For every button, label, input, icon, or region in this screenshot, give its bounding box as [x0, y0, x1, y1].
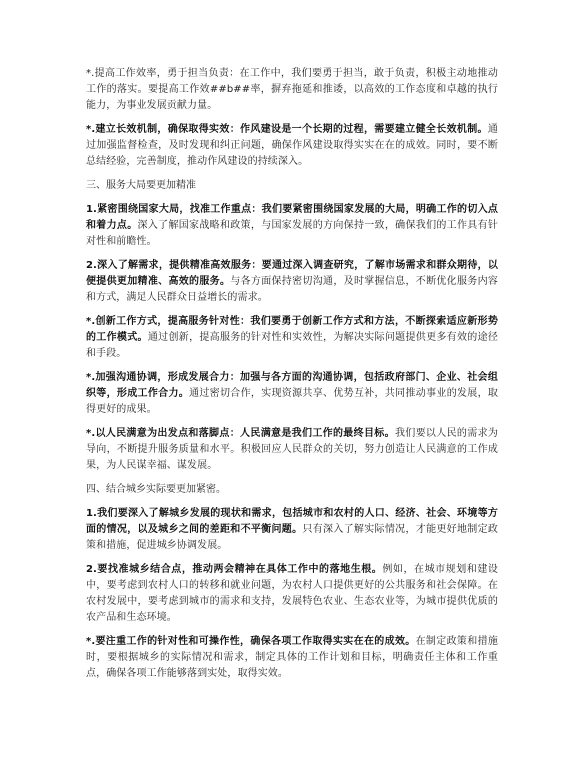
paragraph-efficiency	[86, 66, 498, 114]
item-bold-lead: *.加强沟通协调，形成发展合力：加强与各方面的沟通协调，包括政府部门、企业、社会组织等，形成工作合力。	[86, 372, 498, 399]
section3-item-4	[86, 370, 498, 418]
section3-item-5	[86, 426, 498, 474]
paragraph-text: 通过加强监督检查，及时发现和纠正问题，确保作风建设取得实实在在的成效。同时，要不断总结经验，完善制度，推动作风建设的持续深入。	[86, 124, 498, 167]
item-bold-lead: 1.我们要深入了解城乡发展的现状和需求，包括城市和农村的人口、经济、社会、环境等方面的情况，以及城乡之间的差距和不平衡问题。	[86, 508, 498, 535]
section4-item-2	[86, 562, 498, 626]
item-bold-lead: 2.深入了解需求，提供精准高效服务：要通过深入调查研究，了解市场需求和群众期待，以便提供更加精准、高效的服务。	[86, 260, 498, 287]
item-text: 深入了解国家战略和政策，与国家发展的方向保持一致，确保我们的工作具有针对性和前瞻性。	[86, 220, 499, 247]
item-bold-lead: 2.要找准城乡结合点，推动两会精神在具体工作中的落地生根。	[86, 564, 383, 575]
paragraph-bold-lead: *.建立长效机制，确保取得实效：作风建设是一个长期的过程，需要建立健全长效机制。	[86, 124, 488, 135]
item-text: 只有深入了解实际情况，才能更好地制定政策和措施，促进城乡协调发展。	[86, 524, 498, 551]
paragraph-text: *.提高工作效率，勇于担当负责：在工作中，我们要勇于担当，敢于负责，积极主动地推动工作的落实。要提高工作效##b##率，摒弃拖延和推诿，以高效的工作态度和卓越的执行能力，为事业发展贡献力量。	[86, 68, 498, 111]
section4-item-3	[86, 634, 498, 682]
section-heading-4: 四、结合城乡实际要更加紧密。	[86, 484, 226, 495]
section-heading-3: 三、服务大局要更加精准	[86, 180, 196, 191]
item-text: 例如，在城市规划和建设中，要考虑到农村人口的转移和就业问题，为农村人口提供更好的公共服务和社会保障。在农村发展中，要考虑到城市的需求和支持，发展特色农业、生态农业等，为城市提供优质的农产品和生态环境。	[86, 564, 498, 623]
section4-item-1	[86, 506, 498, 554]
item-text: 我们要以人民的需求为导向，不断提升服务质量和水平。积极回应人民群众的关切，努力创造让人民满意的工作成果，为人民谋幸福、谋发展。	[86, 428, 498, 471]
item-bold-lead: *.以人民满意为出发点和落脚点：人民满意是我们工作的最终目标。	[86, 428, 395, 439]
item-bold-lead: *.要注重工作的针对性和可操作性，确保各项工作取得实实在在的成效。	[86, 636, 416, 647]
item-bold-lead: *.创新工作方式，提高服务针对性：我们要勇于创新工作方式和方法，不断探索适应新形势的工作模式。	[86, 316, 498, 343]
item-bold-lead: 1.紧密围绕国家大局，找准工作重点：我们要紧密围绕国家发展的大局，明确工作的切入点和着力点。	[86, 204, 498, 231]
document-page	[86, 66, 498, 690]
item-text: 在制定政策和措施时，要根据城乡的实际情况和需求，制定具体的工作计划和目标，明确责任主体和工作重点，确保各项工作能够落到实处，取得实效。	[86, 636, 498, 679]
paragraph-long-term-mechanism	[86, 122, 498, 170]
section3-item-1	[86, 202, 498, 250]
item-text: 通过创新，提高服务的针对性和实效性，为解决实际问题提供更多有效的途径和手段。	[86, 332, 498, 359]
item-text: 通过密切合作，实现资源共享、优势互补，共同推动事业的发展，取得更好的成果。	[86, 388, 499, 415]
item-text: 与各方面保持密切沟通，及时掌握信息，不断优化服务内容和方式，满足人民群众日益增长的需求。	[86, 276, 498, 303]
section3-item-3	[86, 314, 498, 362]
section3-item-2	[86, 258, 498, 306]
